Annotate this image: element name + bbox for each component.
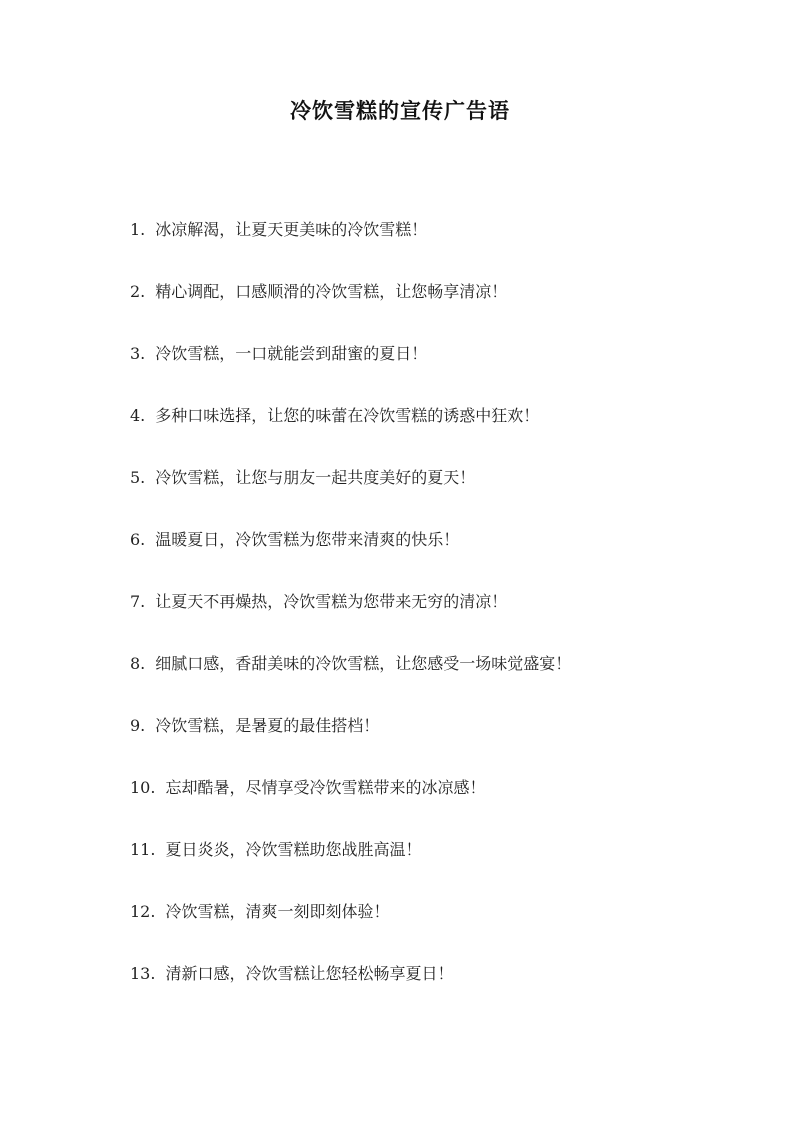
item-number: 12. [130,902,156,921]
item-number: 6. [130,530,146,549]
list-item [130,588,730,650]
list-item [130,278,730,340]
item-number: 4. [130,406,146,425]
item-text: 夏日炎炎，冷饮雪糕助您战胜高温！ [165,840,422,859]
list-item [130,216,730,278]
item-text: 冰凉解渴，让夏天更美味的冷饮雪糕！ [155,220,428,239]
item-text: 忘却酷暑，尽情享受冷饮雪糕带来的冰凉感！ [165,778,486,797]
item-text: 冷饮雪糕，一口就能尝到甜蜜的夏日！ [155,344,428,363]
item-text: 细腻口感，香甜美味的冷饮雪糕，让您感受一场味觉盛宴！ [155,654,572,673]
slogan-list [130,216,730,1022]
list-item [130,402,730,464]
item-text: 冷饮雪糕，让您与朋友一起共度美好的夏天！ [155,468,476,487]
list-item [130,774,730,836]
list-item [130,836,730,898]
item-number: 11. [130,840,156,859]
list-item [130,712,730,774]
item-number: 7. [130,592,146,611]
item-number: 5. [130,468,146,487]
item-text: 精心调配，口感顺滑的冷饮雪糕，让您畅享清凉！ [155,282,508,301]
item-number: 8. [130,654,146,673]
list-item [130,650,730,712]
document-title: 冷饮雪糕的宣传广告语 [290,98,510,123]
item-text: 让夏天不再燥热，冷饮雪糕为您带来无穷的清凉！ [155,592,508,611]
item-text: 冷饮雪糕，清爽一刻即刻体验！ [165,902,390,921]
list-item [130,960,730,1022]
item-text: 温暖夏日，冷饮雪糕为您带来清爽的快乐！ [155,530,460,549]
item-number: 3. [130,344,146,363]
item-number: 1. [130,220,146,239]
list-item [130,464,730,526]
item-text: 冷饮雪糕，是暑夏的最佳搭档！ [155,716,380,735]
item-number: 13. [130,964,156,983]
item-text: 清新口感，冷饮雪糕让您轻松畅享夏日！ [165,964,454,983]
item-number: 2. [130,282,146,301]
item-number: 10. [130,778,156,797]
item-number: 9. [130,716,146,735]
list-item [130,898,730,960]
list-item [130,526,730,588]
item-text: 多种口味选择，让您的味蕾在冷饮雪糕的诱惑中狂欢！ [155,406,540,425]
list-item [130,340,730,402]
